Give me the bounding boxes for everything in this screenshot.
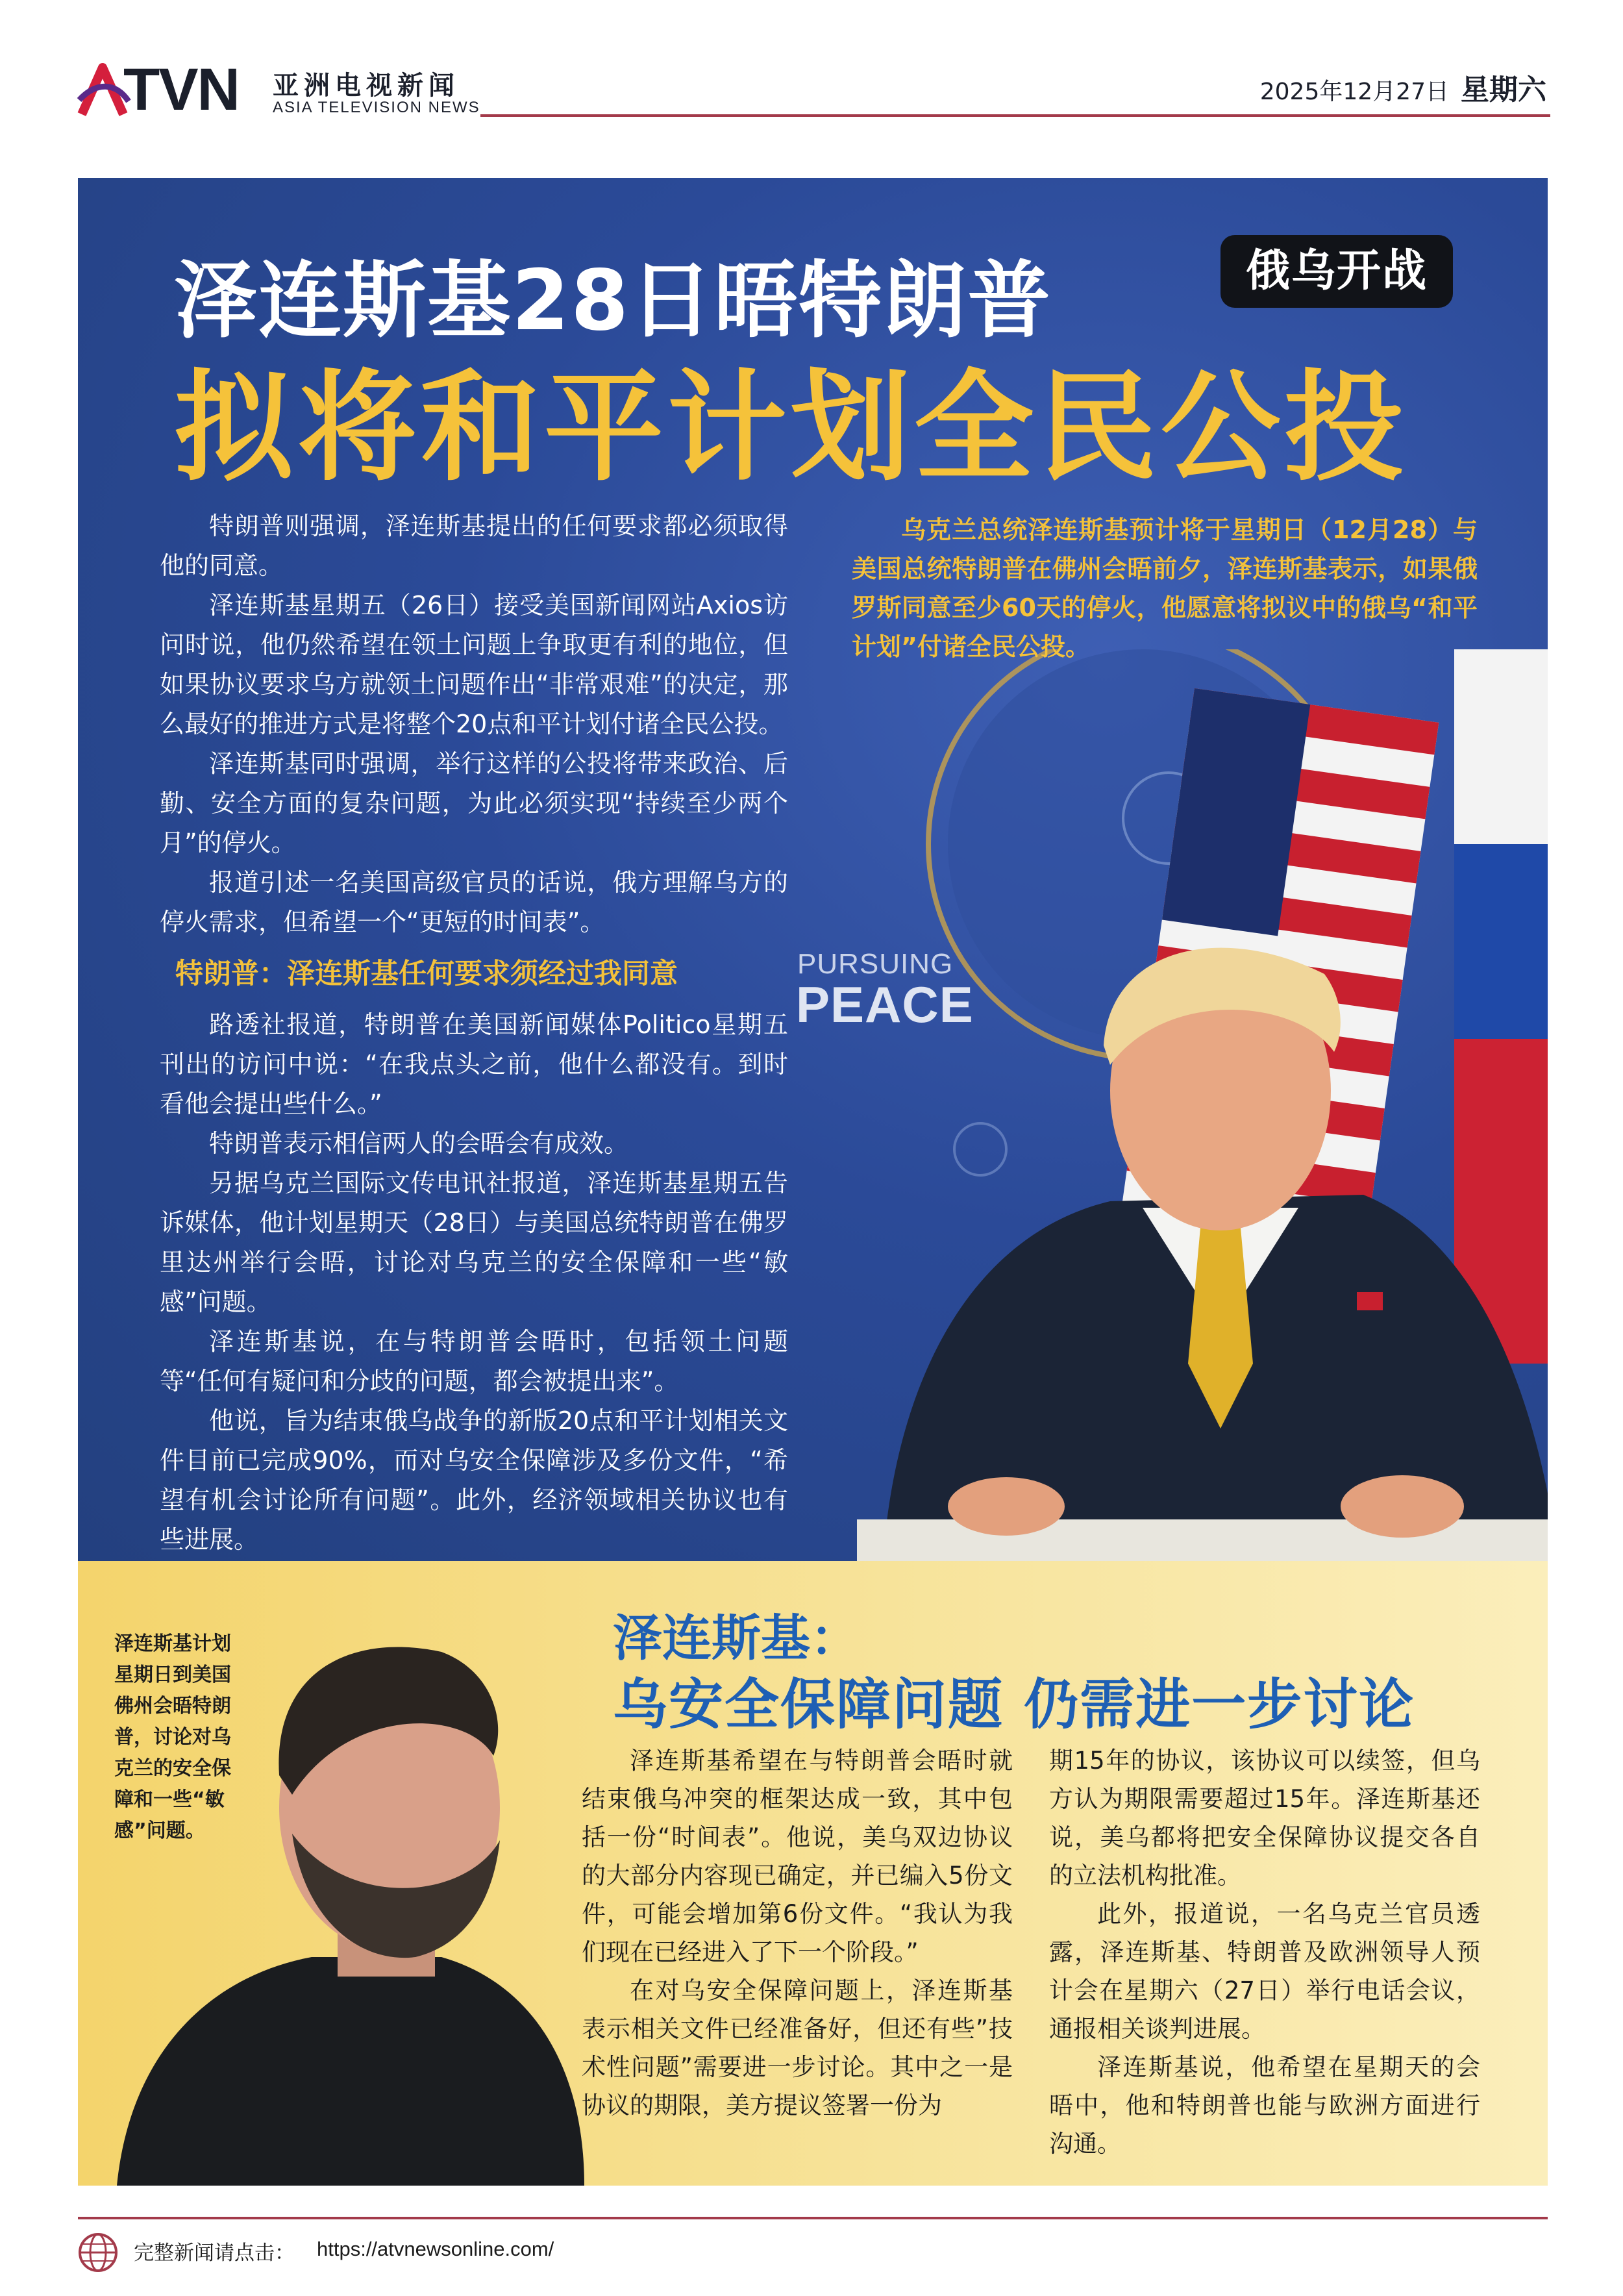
weekday-text: 星期六 — [1461, 73, 1546, 106]
body-paragraph: 路透社报道，特朗普在美国新闻媒体Politico星期五刊出的访问中说：“在我点头之前，他什么都没有。到时看他会提出些什么。” — [160, 1010, 788, 1118]
body-paragraph-continued: 期15年的协议，该协议可以续签，但乌方认为期限需要超过15年。泽连斯基还说，美乌都将把安全保障协议提交各自的立法机构批准。 — [1049, 1747, 1480, 1890]
date-text: 2025年12月27日 — [1259, 79, 1449, 105]
brand-name-chinese: 亚洲电视新闻 — [273, 71, 460, 101]
body-paragraph: 泽连斯基说，在与特朗普会晤时，包括领土问题等“任何有疑问和分歧的问题，都会被提出来”。 — [160, 1327, 788, 1395]
backdrop-text-peace: PEACE — [796, 976, 974, 1033]
sidebar-column-2 — [1049, 1741, 1480, 2163]
sidebar-headline-line-1: 泽连斯基： — [613, 1609, 860, 1667]
topic-tag: 俄乌开战 — [1220, 235, 1453, 308]
body-paragraph: 泽连斯基同时强调，举行这样的公投将带来政治、后勤、安全方面的复杂问题，为此必须实现“持续至少两个月”的停火。 — [160, 749, 788, 857]
body-paragraph: 另据乌克兰国际文传电讯社报道，泽连斯基星期五告诉媒体，他计划星期天（28日）与美国总统特朗普在佛罗里达州举行会晤，讨论对乌克兰的安全保障和一些“敏感”问题。 — [160, 1169, 788, 1316]
headline-line-1: 泽连斯基28日晤特朗普 — [174, 253, 1052, 349]
website-link[interactable]: https://atvnewsonline.com/ — [317, 2238, 554, 2260]
trump-photo — [805, 649, 1548, 1561]
body-paragraph: 在对乌安全保障问题上，泽连斯基表示相关文件已经准备好，但还有些”技术性问题”需要进一步讨论。其中之一是协议的期限，美方提议签署一份为 — [582, 1977, 1013, 2119]
body-paragraph: 此外，报道说，一名乌克兰官员透露，泽连斯基、特朗普及欧洲领导人预计会在星期六（27日）举行电话会议，通报相关谈判进展。 — [1049, 1900, 1480, 2043]
issue-date — [1260, 66, 1546, 108]
lead-paragraph: 乌克兰总统泽连斯基预计将于星期日（12月28）与美国总统特朗普在佛州会晤前夕，泽连斯基表示，如果俄罗斯同意至少60天的停火，他愿意将拟议中的俄乌“和平计划”付诸全民公投。 — [852, 516, 1478, 661]
article-body-part-1 — [160, 506, 788, 942]
footer-label: 完整新闻请点击： — [134, 2241, 295, 2265]
body-paragraph: 泽连斯基说，他希望在星期天的会晤中，他和特朗普也能与欧洲方面进行沟通。 — [1049, 2053, 1480, 2158]
body-paragraph: 报道引述一名美国高级官员的话说，俄方理解乌方的停火需求，但希望一个“更短的时间表”。 — [160, 868, 788, 936]
sidebar-column-1 — [582, 1741, 1013, 2125]
body-paragraph: 泽连斯基希望在与特朗普会晤时就结束俄乌冲突的框架达成一致，其中包括一份“时间表”。他说，美乌双边协议的大部分内容现已确定，并已编入5份文件，可能会增加第6份文件。“我认为我们现在已经进入了下一个阶段。” — [582, 1747, 1013, 1966]
body-paragraph: 特朗普表示相信两人的会晤会有成效。 — [209, 1129, 629, 1158]
globe-icon — [77, 2231, 119, 2274]
logo-text: TVN — [123, 56, 239, 123]
backdrop-text-pursuing: PURSUING — [797, 948, 954, 980]
photo-caption: 泽连斯基计划星期日到美国佛州会晤特朗普，讨论对乌克兰的安全保障和一些“敏感”问题。 — [114, 1632, 231, 1842]
article-subheading: 特朗普：泽连斯基任何要求须经过我同意 — [175, 958, 678, 990]
body-paragraph: 他说，旨为结束俄乌战争的新版20点和平计划相关文件目前已完成90%，而对乌安全保障涉及多份文件，“希望有机会讨论所有问题”。此外，经济领域相关协议也有些进展。 — [160, 1406, 788, 1554]
footer-divider — [78, 2217, 1548, 2219]
brand-name-english: ASIA TELEVISION NEWS — [273, 99, 480, 116]
article-body-part-2 — [160, 1005, 788, 1560]
body-paragraph: 泽连斯基星期五（26日）接受美国新闻网站Axios访问时说，他仍然希望在领土问题上争取更有利的地位，但如果协议要求乌方就领土问题作出“非常艰难”的决定，那么最好的推进方式是将整个20点和平计划付诸全民公投。 — [160, 591, 788, 738]
body-paragraph: 特朗普则强调，泽连斯基提出的任何要求都必须取得他的同意。 — [160, 512, 788, 580]
article-lead — [852, 510, 1478, 666]
headline-line-2: 拟将和平计划全民公投 — [174, 358, 1408, 497]
sidebar-headline-line-2: 乌安全保障问题 仍需进一步讨论 — [613, 1673, 1415, 1736]
header-divider — [480, 114, 1550, 117]
